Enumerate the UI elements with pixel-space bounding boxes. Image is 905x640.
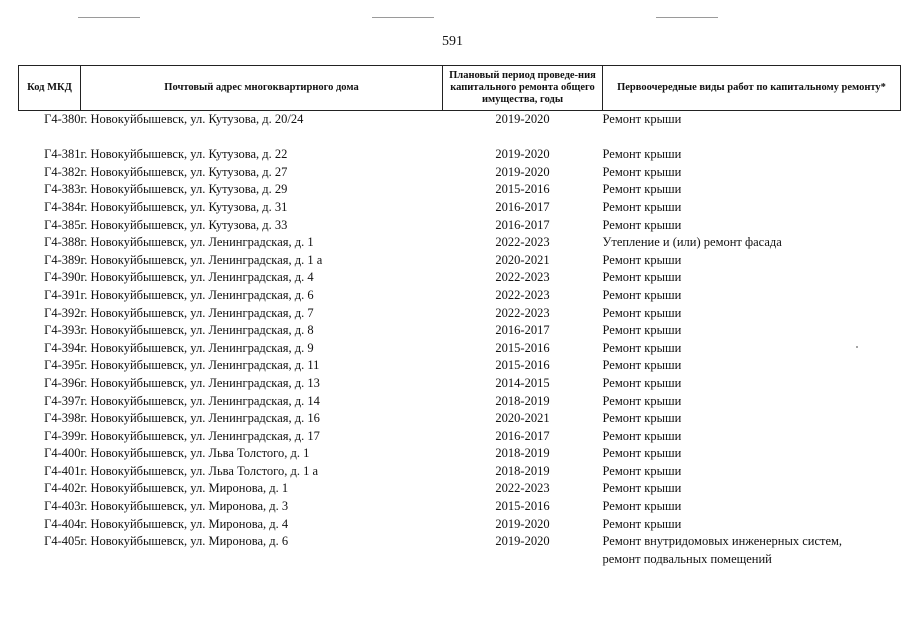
spacer-cell [443,129,603,147]
cell-code: Г4-380 [44,112,81,126]
table-body [19,111,901,569]
cell-address: г. Новокуйбышевск, ул. Кутузова, д. 31 [80,199,288,214]
cell-works: Ремонт крыши [602,516,682,531]
cell-code: Г4-401 [44,463,81,478]
cell-code: Г4-400 [44,446,81,461]
table-row [19,269,901,287]
cell-period: 2015-2016 [495,340,550,355]
cell-address: г. Новокуйбышевск, ул. Кутузова, д. 20/24 [80,112,304,126]
cell-code: Г4-383 [44,182,81,197]
table-row [19,287,901,305]
table-row [19,410,901,428]
cell-works: Ремонт крыши [602,252,682,267]
scan-artifact-center [372,17,434,18]
cell-works: Ремонт крыши [602,112,682,126]
cell-code: Г4-381 [44,147,81,162]
cell-code: Г4-388 [44,235,81,250]
cell-period: 2019-2020 [495,164,550,179]
cell-period: 2019-2020 [495,516,550,531]
cell-works: Ремонт крыши [602,199,682,214]
repair-register-table [18,65,901,568]
cell-address: г. Новокуйбышевск, ул. Ленинградская, д. 4 [80,270,314,285]
cell-code: Г4-385 [44,217,81,232]
table-row [19,146,901,164]
cell-code: Г4-403 [44,499,81,514]
cell-period: 2016-2017 [495,428,550,443]
header-address: Почтовый адрес многоквартирного дома [81,66,443,111]
cell-period: 2019-2020 [495,534,550,549]
cell-address: г. Новокуйбышевск, ул. Ленинградская, д. 6 [80,287,314,302]
cell-address: г. Новокуйбышевск, ул. Льва Толстого, д. 1 а [80,463,319,478]
cell-code: Г4-384 [44,199,81,214]
page-number: 591 [442,34,463,49]
cell-works: ремонт подвальных помещений [602,551,772,566]
cell-works: Ремонт крыши [602,499,682,514]
cell-works: Ремонт крыши [602,182,682,197]
cell-period: 2015-2016 [495,182,550,197]
cell-code: Г4-397 [44,393,81,408]
cell-address: г. Новокуйбышевск, ул. Миронова, д. 6 [80,534,289,549]
table-header-row [19,66,901,111]
table-row [19,463,901,481]
cell-period: 2018-2019 [495,393,550,408]
table-row [19,516,901,534]
table-row [19,393,901,411]
cell-works: Ремонт крыши [602,340,682,355]
cell-address: г. Новокуйбышевск, ул. Миронова, д. 4 [80,516,289,531]
cell-period: 2022-2023 [495,481,550,496]
cell-code: Г4-390 [44,270,81,285]
cell-address: г. Новокуйбышевск, ул. Ленинградская, д. 16 [80,411,320,426]
table-row [19,428,901,446]
cell-code: Г4-394 [44,340,81,355]
cell-works: Ремонт крыши [602,147,682,162]
cell-address: г. Новокуйбышевск, ул. Миронова, д. 1 [80,481,289,496]
table-row [19,357,901,375]
header-code: Код МКД [19,66,81,111]
header-period: Плановый период проведе-ния капитального ремонта общего имущества, годы [443,66,603,111]
spacer-cell [81,129,443,147]
table-row [19,164,901,182]
cell-address: г. Новокуйбышевск, ул. Ленинградская, д. 11 [80,358,320,373]
cell-address: г. Новокуйбышевск, ул. Ленинградская, д. 7 [80,305,314,320]
cell-works: Ремонт крыши [602,287,682,302]
cell-period [443,551,603,569]
cell-period: 2016-2017 [495,217,550,232]
cell-period: 2014-2015 [495,375,550,390]
cell-period: 2022-2023 [495,270,550,285]
cell-period: 2016-2017 [495,323,550,338]
table-row [19,217,901,235]
spacer-cell [603,129,901,147]
cell-code: Г4-399 [44,428,81,443]
cell-address: г. Новокуйбышевск, ул. Ленинградская, д. 9 [80,340,314,355]
cell-address: г. Новокуйбышевск, ул. Кутузова, д. 33 [80,217,288,232]
cell-works: Ремонт крыши [602,411,682,426]
cell-works: Ремонт внутридомовых инженерных систем, [602,534,843,549]
cell-code: Г4-393 [44,323,81,338]
table-row [19,445,901,463]
table-spacer-row [19,129,901,147]
cell-period: 2020-2021 [495,252,550,267]
cell-code: Г4-396 [44,375,81,390]
scan-artifact-right [656,17,718,18]
cell-code: Г4-398 [44,411,81,426]
cell-works: Ремонт крыши [602,164,682,179]
cell-period: 2015-2016 [495,358,550,373]
cell-works: Ремонт крыши [602,375,682,390]
cell-works: Ремонт крыши [602,428,682,443]
cell-works: Ремонт крыши [602,393,682,408]
table-row [19,533,901,551]
cell-code: Г4-382 [44,164,81,179]
cell-works: Ремонт крыши [602,305,682,320]
cell-period: 2018-2019 [495,446,550,461]
cell-code [19,551,81,569]
cell-address: г. Новокуйбышевск, ул. Льва Толстого, д. 1 [80,446,310,461]
cell-address: г. Новокуйбышевск, ул. Ленинградская, д. 17 [80,428,320,443]
table-row [19,480,901,498]
cell-address: г. Новокуйбышевск, ул. Ленинградская, д. 13 [80,375,320,390]
cell-code: Г4-391 [44,287,81,302]
cell-period: 2022-2023 [495,287,550,302]
spacer-cell [19,129,81,147]
cell-address: г. Новокуйбышевск, ул. Кутузова, д. 22 [80,147,288,162]
table-row [19,375,901,393]
cell-works: Утепление и (или) ремонт фасада [602,235,782,250]
cell-code: Г4-402 [44,481,81,496]
table-row [19,498,901,516]
table-row [19,199,901,217]
cell-address: г. Новокуйбышевск, ул. Ленинградская, д. 1 а [80,252,323,267]
scan-artifact-left [78,17,140,18]
cell-code: Г4-395 [44,358,81,373]
cell-code: Г4-404 [44,516,81,531]
table-row [19,305,901,323]
cell-address: г. Новокуйбышевск, ул. Ленинградская, д. 14 [80,393,320,408]
cell-works: Ремонт крыши [602,463,682,478]
cell-code: Г4-389 [44,252,81,267]
header-works: Первоочередные виды работ по капитальному ремонту* [603,66,901,111]
cell-works: Ремонт крыши [602,358,682,373]
cell-period: 2015-2016 [495,499,550,514]
cell-works: Ремонт крыши [602,217,682,232]
cell-period: 2020-2021 [495,411,550,426]
cell-works: Ремонт крыши [602,481,682,496]
cell-period: 2022-2023 [495,235,550,250]
scan-speck [856,346,858,348]
cell-address: г. Новокуйбышевск, ул. Ленинградская, д. 1 [80,235,314,250]
cell-address: г. Новокуйбышевск, ул. Кутузова, д. 27 [80,164,288,179]
cell-works: Ремонт крыши [602,446,682,461]
table-row [19,252,901,270]
table-row [19,340,901,358]
cell-address: г. Новокуйбышевск, ул. Кутузова, д. 29 [80,182,288,197]
cell-period: 2019-2020 [495,112,550,126]
table-row [19,111,901,129]
cell-code: Г4-405 [44,534,81,549]
table-row [19,551,901,569]
cell-period: 2016-2017 [495,199,550,214]
table-row [19,181,901,199]
cell-code: Г4-392 [44,305,81,320]
cell-period: 2019-2020 [495,147,550,162]
cell-works: Ремонт крыши [602,323,682,338]
cell-works: Ремонт крыши [602,270,682,285]
table-row [19,322,901,340]
cell-period: 2018-2019 [495,463,550,478]
cell-address: г. Новокуйбышевск, ул. Миронова, д. 3 [80,499,289,514]
cell-period: 2022-2023 [495,305,550,320]
cell-address: г. Новокуйбышевск, ул. Ленинградская, д. 8 [80,323,314,338]
cell-address [81,551,443,569]
table-row [19,234,901,252]
